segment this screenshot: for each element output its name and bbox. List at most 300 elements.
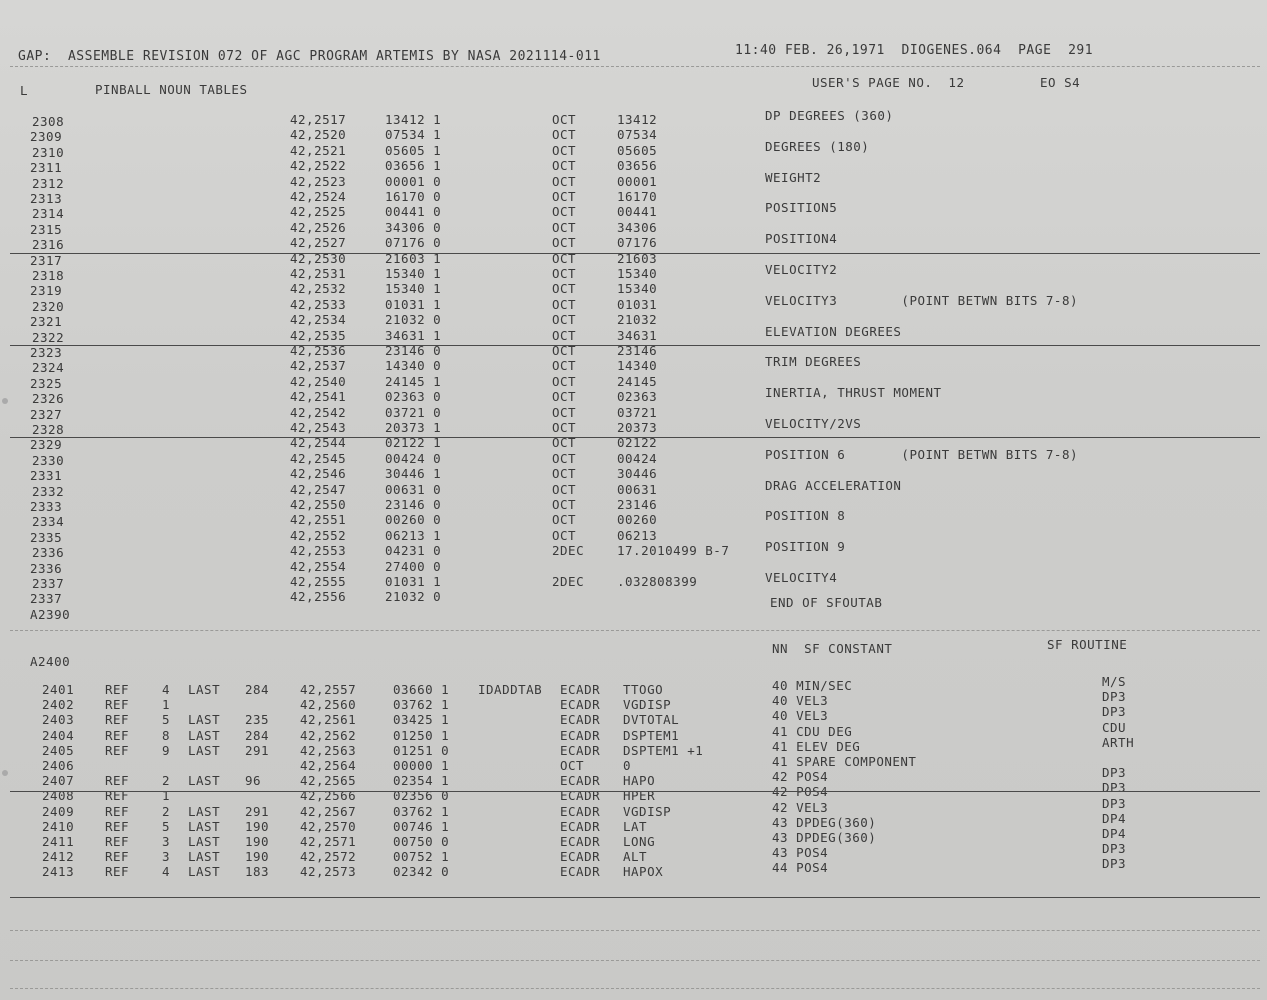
operand: DVTOTAL <box>623 712 680 727</box>
last-line: 190 <box>245 834 270 849</box>
address: 42,2526 <box>290 220 347 235</box>
ref-count: 4 <box>162 682 171 697</box>
operand-value: 02363 <box>617 389 658 404</box>
page-fold-line <box>10 791 1260 792</box>
operand: HPER <box>623 788 656 803</box>
line-number: 2404 <box>42 728 75 743</box>
comment: POSITION 9 <box>765 539 846 554</box>
noun-sf-constant: 41 SPARE COMPONENT <box>772 754 917 769</box>
last-line: 190 <box>245 819 270 834</box>
line-number: 2402 <box>42 697 75 712</box>
operand-value: 34631 <box>617 328 658 343</box>
line-number: 2332 <box>32 484 65 499</box>
opcode: OCT <box>552 328 577 343</box>
operand: VGDISP <box>623 697 672 712</box>
listing-mark: L <box>20 83 29 98</box>
ref-count: 8 <box>162 728 171 743</box>
octal-word: 27400 0 <box>385 559 442 574</box>
comment: VELOCITY/2VS <box>765 416 862 431</box>
ref-count: 9 <box>162 743 171 758</box>
symbol-label: IDADDTAB <box>478 682 543 697</box>
octal-word: 15340 1 <box>385 281 442 296</box>
opcode: 2DEC <box>552 574 585 589</box>
octal-word: 01250 1 <box>393 728 450 743</box>
sf-routine: DP3 <box>1102 841 1127 856</box>
noun-sf-constant: 43 DPDEG(360) <box>772 815 877 830</box>
last-label: LAST <box>188 849 221 864</box>
octal-word: 15340 1 <box>385 266 442 281</box>
operand-value: 23146 <box>617 497 658 512</box>
comment: POSITION5 <box>765 200 838 215</box>
operand: 0 <box>623 758 632 773</box>
address: 42,2554 <box>290 559 347 574</box>
octal-word: 01031 1 <box>385 297 442 312</box>
address: 42,2523 <box>290 174 347 189</box>
operand-value: 07176 <box>617 235 658 250</box>
opcode: OCT <box>552 528 577 543</box>
comment: DEGREES (180) <box>765 139 870 154</box>
ref-count: 2 <box>162 773 171 788</box>
noun-sf-constant: 40 MIN/SEC <box>772 678 853 693</box>
comment: POSITION4 <box>765 231 838 246</box>
octal-word: 00631 0 <box>385 482 442 497</box>
ref-count: 5 <box>162 712 171 727</box>
address: 42,2561 <box>300 712 357 727</box>
opcode: ECADR <box>560 788 601 803</box>
opcode: OCT <box>552 389 577 404</box>
address: 42,2573 <box>300 864 357 879</box>
ref-label: REF <box>105 849 130 864</box>
line-number: 2412 <box>42 849 75 864</box>
octal-word: 16170 0 <box>385 189 442 204</box>
octal-word: 14340 0 <box>385 358 442 373</box>
address: 42,2532 <box>290 281 347 296</box>
address: 42,2520 <box>290 127 347 142</box>
ref-count: 1 <box>162 788 171 803</box>
last-line: 284 <box>245 728 270 743</box>
operand: HAPOX <box>623 864 664 879</box>
opcode: OCT <box>552 174 577 189</box>
assembly-header: GAP: ASSEMBLE REVISION 072 OF AGC PROGRAM ARTEMIS BY NASA 2021114-011 <box>18 49 601 64</box>
ref-label: REF <box>105 682 130 697</box>
last-label: LAST <box>188 834 221 849</box>
opcode: ECADR <box>560 819 601 834</box>
last-line: 284 <box>245 682 270 697</box>
opcode: OCT <box>552 220 577 235</box>
operand-value: 00260 <box>617 512 658 527</box>
end-of-table-comment: END OF SFOUTAB <box>770 595 883 610</box>
address: 42,2525 <box>290 204 347 219</box>
operand-value: 07534 <box>617 127 658 142</box>
address: 42,2556 <box>290 589 347 604</box>
last-label: LAST <box>188 743 221 758</box>
ref-count: 4 <box>162 864 171 879</box>
ref-label: REF <box>105 773 130 788</box>
line-number: 2408 <box>42 788 75 803</box>
user-page-number: USER'S PAGE NO. 12 <box>812 75 965 90</box>
line-number: 2337 <box>30 591 63 606</box>
blank-rule <box>10 960 1260 961</box>
opcode: OCT <box>552 466 577 481</box>
last-line: 235 <box>245 712 270 727</box>
sf-routine: CDU <box>1102 720 1127 735</box>
address: 42,2555 <box>290 574 347 589</box>
line-number: 2315 <box>30 222 63 237</box>
octal-word: 24145 1 <box>385 374 442 389</box>
opcode: ECADR <box>560 682 601 697</box>
address: 42,2533 <box>290 297 347 312</box>
address: 42,2522 <box>290 158 347 173</box>
line-number: 2312 <box>32 176 65 191</box>
line-number: 2309 <box>30 129 63 144</box>
ref-count: 3 <box>162 834 171 849</box>
opcode: ECADR <box>560 864 601 879</box>
octal-word: 00424 0 <box>385 451 442 466</box>
line-number: 2319 <box>30 283 63 298</box>
page-rule <box>10 630 1260 631</box>
address: 42,2567 <box>300 804 357 819</box>
opcode: ECADR <box>560 834 601 849</box>
opcode: OCT <box>552 266 577 281</box>
ref-label: REF <box>105 864 130 879</box>
operand: DSPTEM1 <box>623 728 680 743</box>
address: 42,2570 <box>300 819 357 834</box>
line-number: 2322 <box>32 330 65 345</box>
comment: INERTIA, THRUST MOMENT <box>765 385 942 400</box>
page-fold-line <box>10 345 1260 346</box>
line-number: 2335 <box>30 530 63 545</box>
operand-value: 23146 <box>617 343 658 358</box>
operand-value: 15340 <box>617 281 658 296</box>
ref-label: REF <box>105 804 130 819</box>
octal-word: 23146 0 <box>385 343 442 358</box>
operand-value: 14340 <box>617 358 658 373</box>
operand-value: 34306 <box>617 220 658 235</box>
operand-value: 03656 <box>617 158 658 173</box>
operand-value: 20373 <box>617 420 658 435</box>
octal-word: 01031 1 <box>385 574 442 589</box>
address: 42,2536 <box>290 343 347 358</box>
octal-word: 07176 0 <box>385 235 442 250</box>
address: 42,2543 <box>290 420 347 435</box>
opcode: OCT <box>552 189 577 204</box>
comment: VELOCITY2 <box>765 262 838 277</box>
last-label: LAST <box>188 728 221 743</box>
address: 42,2547 <box>290 482 347 497</box>
operand-value: 05605 <box>617 143 658 158</box>
line-number: 2324 <box>32 360 65 375</box>
opcode: OCT <box>552 482 577 497</box>
sf-routine-header: SF ROUTINE <box>1047 637 1128 652</box>
noun-sf-constant: 41 CDU DEG <box>772 724 853 739</box>
opcode: OCT <box>552 358 577 373</box>
sf-routine: DP3 <box>1102 796 1127 811</box>
opcode: OCT <box>552 374 577 389</box>
address: 42,2562 <box>300 728 357 743</box>
comment: VELOCITY4 <box>765 570 838 585</box>
operand: HAPO <box>623 773 656 788</box>
octal-word: 06213 1 <box>385 528 442 543</box>
section-title: PINBALL NOUN TABLES <box>95 82 248 97</box>
octal-word: 00750 0 <box>393 834 450 849</box>
octal-word: 30446 1 <box>385 466 442 481</box>
line-number: 2318 <box>32 268 65 283</box>
line-number: 2410 <box>42 819 75 834</box>
line-number: 2326 <box>32 391 65 406</box>
address: 42,2542 <box>290 405 347 420</box>
opcode: OCT <box>552 405 577 420</box>
noun-sf-constant: 43 POS4 <box>772 845 829 860</box>
sf-routine: DP4 <box>1102 811 1127 826</box>
last-line: 190 <box>245 849 270 864</box>
operand: DSPTEM1 +1 <box>623 743 704 758</box>
line-number: 2311 <box>30 160 63 175</box>
operand: VGDISP <box>623 804 672 819</box>
address: 42,2566 <box>300 788 357 803</box>
opcode: ECADR <box>560 728 601 743</box>
opcode: OCT <box>552 497 577 512</box>
sprocket-hole <box>2 398 8 404</box>
ref-count: 3 <box>162 849 171 864</box>
octal-word: 00000 1 <box>393 758 450 773</box>
operand: LAT <box>623 819 648 834</box>
comment: ELEVATION DEGREES <box>765 324 902 339</box>
line-number: 2310 <box>32 145 65 160</box>
ref-label: REF <box>105 743 130 758</box>
operand-value: .032808399 <box>617 574 698 589</box>
octal-word: 00752 1 <box>393 849 450 864</box>
last-label: LAST <box>188 712 221 727</box>
ref-count: 2 <box>162 804 171 819</box>
opcode: OCT <box>552 343 577 358</box>
ref-label: REF <box>105 788 130 803</box>
opcode: OCT <box>552 251 577 266</box>
opcode: ECADR <box>560 743 601 758</box>
opcode: OCT <box>552 420 577 435</box>
sf-routine: DP4 <box>1102 826 1127 841</box>
line-number: 2331 <box>30 468 63 483</box>
comment: DRAG ACCELERATION <box>765 478 902 493</box>
line-number: 2330 <box>32 453 65 468</box>
noun-sf-constant: 40 VEL3 <box>772 693 829 708</box>
address-label-a2390: A2390 <box>30 607 71 622</box>
last-label: LAST <box>188 773 221 788</box>
address: 42,2546 <box>290 466 347 481</box>
octal-word: 02356 0 <box>393 788 450 803</box>
address-label-a2400: A2400 <box>30 654 71 669</box>
last-line: 291 <box>245 804 270 819</box>
ref-label: REF <box>105 712 130 727</box>
opcode: OCT <box>552 112 577 127</box>
opcode: OCT <box>552 204 577 219</box>
octal-word: 03762 1 <box>393 697 450 712</box>
address: 42,2537 <box>290 358 347 373</box>
octal-word: 02122 1 <box>385 435 442 450</box>
address: 42,2517 <box>290 112 347 127</box>
operand-value: 15340 <box>617 266 658 281</box>
opcode: OCT <box>552 235 577 250</box>
line-number: 2323 <box>30 345 63 360</box>
operand: TTOGO <box>623 682 664 697</box>
address: 42,2521 <box>290 143 347 158</box>
address: 42,2572 <box>300 849 357 864</box>
opcode: OCT <box>552 143 577 158</box>
line-number: 2316 <box>32 237 65 252</box>
operand-value: 21603 <box>617 251 658 266</box>
operand-value: 21032 <box>617 312 658 327</box>
address: 42,2563 <box>300 743 357 758</box>
operand-value: 03721 <box>617 405 658 420</box>
comment: VELOCITY3 (POINT BETWN BITS 7-8) <box>765 293 1078 308</box>
line-number: 2409 <box>42 804 75 819</box>
address: 42,2550 <box>290 497 347 512</box>
opcode: OCT <box>552 435 577 450</box>
sf-routine: M/S <box>1102 674 1127 689</box>
line-number: 2336 <box>30 561 63 576</box>
line-number: 2313 <box>30 191 63 206</box>
octal-word: 34306 0 <box>385 220 442 235</box>
address: 42,2541 <box>290 389 347 404</box>
line-number: 2401 <box>42 682 75 697</box>
operand-value: 06213 <box>617 528 658 543</box>
line-number: 2308 <box>32 114 65 129</box>
opcode: OCT <box>552 127 577 142</box>
opcode: OCT <box>552 297 577 312</box>
nn-sf-constant-header: NN SF CONSTANT <box>772 641 893 656</box>
line-number: 2336 <box>32 545 65 560</box>
octal-word: 23146 0 <box>385 497 442 512</box>
line-number: 2314 <box>32 206 65 221</box>
sf-routine: ARTH <box>1102 735 1135 750</box>
opcode: ECADR <box>560 712 601 727</box>
comment: WEIGHT2 <box>765 170 822 185</box>
octal-word: 04231 0 <box>385 543 442 558</box>
address: 42,2530 <box>290 251 347 266</box>
octal-word: 21032 0 <box>385 589 442 604</box>
sf-routine: DP3 <box>1102 856 1127 871</box>
line-number: 2337 <box>32 576 65 591</box>
sf-routine: DP3 <box>1102 780 1127 795</box>
line-number: 2320 <box>32 299 65 314</box>
noun-sf-constant: 42 POS4 <box>772 784 829 799</box>
sf-routine: DP3 <box>1102 765 1127 780</box>
address: 42,2560 <box>300 697 357 712</box>
operand-value: 16170 <box>617 189 658 204</box>
last-label: LAST <box>188 864 221 879</box>
octal-word: 03425 1 <box>393 712 450 727</box>
address: 42,2545 <box>290 451 347 466</box>
octal-word: 02342 0 <box>393 864 450 879</box>
line-number: 2327 <box>30 407 63 422</box>
line-number: 2325 <box>30 376 63 391</box>
address: 42,2565 <box>300 773 357 788</box>
line-number: 2328 <box>32 422 65 437</box>
operand: LONG <box>623 834 656 849</box>
opcode: OCT <box>552 512 577 527</box>
address: 42,2557 <box>300 682 357 697</box>
ref-label: REF <box>105 728 130 743</box>
octal-word: 20373 1 <box>385 420 442 435</box>
sf-routine: DP3 <box>1102 704 1127 719</box>
octal-word: 21032 0 <box>385 312 442 327</box>
noun-sf-constant: 44 POS4 <box>772 860 829 875</box>
address: 42,2524 <box>290 189 347 204</box>
page-fold-line <box>10 253 1260 254</box>
octal-word: 01251 0 <box>393 743 450 758</box>
opcode: OCT <box>552 451 577 466</box>
operand-value: 30446 <box>617 466 658 481</box>
opcode: OCT <box>552 158 577 173</box>
line-number: 2411 <box>42 834 75 849</box>
octal-word: 00441 0 <box>385 204 442 219</box>
address: 42,2540 <box>290 374 347 389</box>
octal-word: 13412 1 <box>385 112 442 127</box>
octal-word: 00001 0 <box>385 174 442 189</box>
line-number: 2329 <box>30 437 63 452</box>
operand-value: 00001 <box>617 174 658 189</box>
operand-value: 13412 <box>617 112 658 127</box>
address: 42,2534 <box>290 312 347 327</box>
octal-word: 02354 1 <box>393 773 450 788</box>
line-number: 2333 <box>30 499 63 514</box>
ref-label: REF <box>105 697 130 712</box>
sf-routine: DP3 <box>1102 689 1127 704</box>
timestamp-page-info: 11:40 FEB. 26,1971 DIOGENES.064 PAGE 291 <box>735 43 1094 58</box>
opcode: 2DEC <box>552 543 585 558</box>
noun-sf-constant: 43 DPDEG(360) <box>772 830 877 845</box>
operand-value: 24145 <box>617 374 658 389</box>
operand-value: 17.2010499 B-7 <box>617 543 730 558</box>
octal-word: 00746 1 <box>393 819 450 834</box>
comment: TRIM DEGREES <box>765 354 862 369</box>
address: 42,2544 <box>290 435 347 450</box>
opcode: OCT <box>552 312 577 327</box>
operand-value: 00631 <box>617 482 658 497</box>
line-number: 2407 <box>42 773 75 788</box>
last-label: LAST <box>188 682 221 697</box>
address: 42,2551 <box>290 512 347 527</box>
noun-sf-constant: 41 ELEV DEG <box>772 739 861 754</box>
octal-word: 34631 1 <box>385 328 442 343</box>
comment: POSITION 8 <box>765 508 846 523</box>
last-line: 96 <box>245 773 262 788</box>
noun-sf-constant: 42 VEL3 <box>772 800 829 815</box>
octal-word: 21603 1 <box>385 251 442 266</box>
address: 42,2531 <box>290 266 347 281</box>
octal-word: 03656 1 <box>385 158 442 173</box>
opcode: ECADR <box>560 849 601 864</box>
opcode: ECADR <box>560 697 601 712</box>
octal-word: 03721 0 <box>385 405 442 420</box>
address: 42,2552 <box>290 528 347 543</box>
opcode: OCT <box>552 281 577 296</box>
blank-rule <box>10 988 1260 989</box>
line-number: 2405 <box>42 743 75 758</box>
bottom-rule <box>10 897 1260 898</box>
operand-value: 02122 <box>617 435 658 450</box>
address: 42,2564 <box>300 758 357 773</box>
octal-word: 00260 0 <box>385 512 442 527</box>
opcode: ECADR <box>560 804 601 819</box>
line-number: 2413 <box>42 864 75 879</box>
octal-word: 05605 1 <box>385 143 442 158</box>
address: 42,2535 <box>290 328 347 343</box>
ref-count: 5 <box>162 819 171 834</box>
last-label: LAST <box>188 819 221 834</box>
line-number: 2403 <box>42 712 75 727</box>
last-line: 291 <box>245 743 270 758</box>
operand-value: 00441 <box>617 204 658 219</box>
